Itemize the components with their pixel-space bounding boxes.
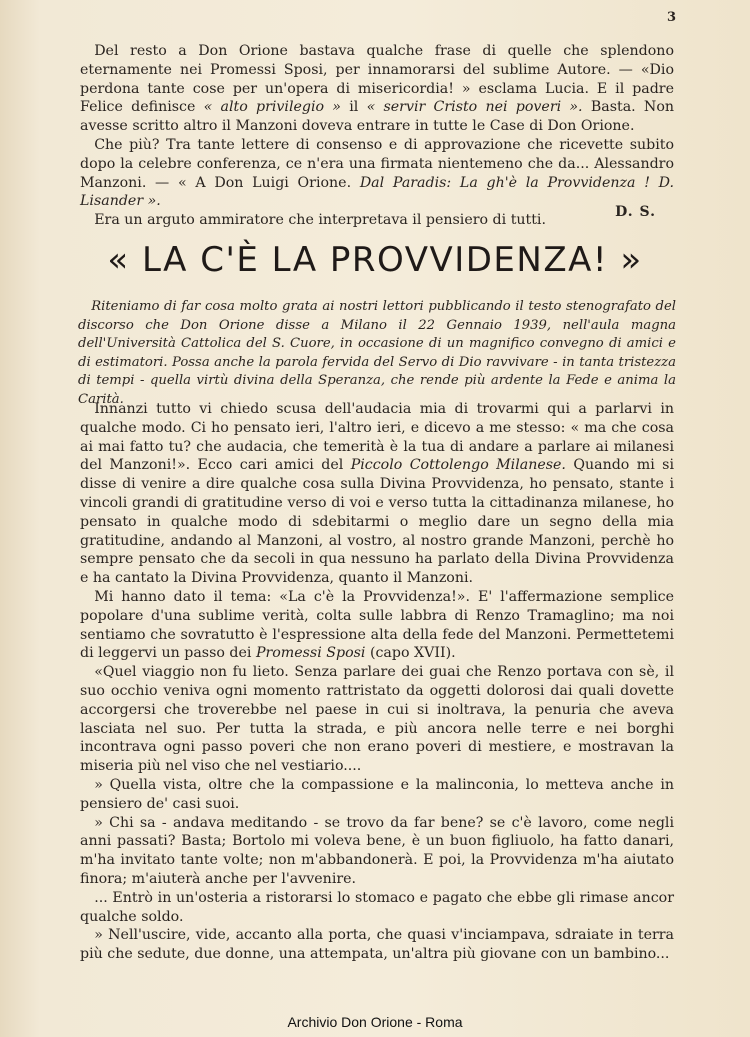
body-paragraph-5: » Chi sa - andava meditando - se trovo da far bene? se c'è lavoro, come negli anni passati? Basta; Bortolo mi voleva bene, è un buon figliuolo, ha fatto danari, m'ha invitato tante volte; non m'abbandonerà. E poi, la Provvidenza m'ha aiutato finora; m'aiuterà anche per l'avvenire.	[80, 814, 674, 887]
intro-paragraph-3: Era un arguto ammiratore che interpretava il pensiero di tutti.	[94, 212, 546, 229]
promessi-sposi-ref: Promessi Sposi	[255, 645, 366, 662]
lead-text: Riteniamo di far cosa molto grata ai nostri lettori pubblicando il testo stenografato del discorso che Don Orione disse a Milano il 22 Gennaio 1939, nell'aula magna dell'Università Cattolica del S. Cuore, in occasione di un magnifico convegno di amici e di estimatori. Possa anche la parola fervida del Servo di Dio ravvivare - in tanta tristezza di tempi - quella virtù divina della Speranza, che rende più ardente la Fede e anima la Carità.	[78, 299, 676, 407]
page-number: 3	[666, 10, 676, 25]
body-paragraph-3: «Quel viaggio non fu lieto. Senza parlare dei guai che Renzo portava con sè, il suo occhio veniva ogni momento rattristato da oggetti dolorosi dai quali dovette accorgersi che troverebbe nel paese in cui si inoltrava, la penuria che aveva lasciata nel suo. Per tutta la strada, e più ancora nelle terre e nei borghi incontrava ogni passo poveri che non erano poveri di mestiere, e mostravan la miseria più nel viso che nel vestiario....	[80, 664, 674, 775]
body-paragraph-7: » Nell'uscire, vide, accanto alla porta, che quasi v'inciampava, sdraiate in terra più che sedute, due donne, una attempata, un'altra più giovane con un bambino...	[80, 927, 674, 963]
lead-paragraph	[78, 298, 676, 410]
archive-footer: Archivio Don Orione - Roma	[287, 1014, 463, 1030]
body-paragraph-6: ... Entrò in un'osteria a ristorarsi lo stomaco e pagato che ebbe gli rimase ancor qualche soldo.	[80, 889, 674, 925]
intro-section	[80, 42, 674, 230]
body-paragraph-2: Mi hanno dato il tema: «La c'è la Provvidenza!». E' l'affermazione semplice popolare d'una sublime verità, colta sulle labbra di Renzo Tramaglino; ma noi sentiamo che sovratutto è l'espressione alta della fede del Manzoni. Permettetemi di leggervi un passo dei Promessi Sposi (capo XVII).	[80, 588, 674, 662]
body-paragraph-1: Innanzi tutto vi chiedo scusa dell'audacia mia di trovarmi qui a parlarvi in qualche modo. Ci ho pensato ieri, l'altro ieri, e dicevo a me stesso: « ma che cosa ai mai fatto tu? che audacia, che temerità è la tua di andare a parlare ai milanesi del Manzoni!». Ecco cari amici del Piccolo Cottolengo Milanese. Quando mi si disse di venire a dire qualche cosa sulla Divina Provvidenza, ho pensato, stante i vincoli grandi di gratitudine verso di voi e verso tutta la cittadinanza milanese, ho pensato in qualche modo di sdebitarmi o meglio dare un segno della mia gratitudine, andando al Manzoni, al vostro, al nostro grande Manzoni, perchè ho sempre pensato che da secoli in qua nessuno ha parlato della Divina Provvidenza e ha cantato la Divina Provvidenza, quanto il Manzoni.	[80, 401, 674, 587]
signature: D. S.	[615, 204, 656, 220]
quote-lisander: Dal Paradis: La gh'è la Provvidenza ! D. Lisander ».	[80, 174, 674, 210]
intro-paragraph-2: Che più? Tra tante lettere di consenso e di approvazione che ricevette subito dopo la celebre conferenza, ce n'era una firmata nientemeno che da... Alessandro Manzoni. — « A Don Luigi Orione. Dal Paradis: La gh'è la Provvidenza ! D. Lisander ».	[80, 136, 674, 210]
body-paragraph-4: » Quella vista, oltre che la compassione e la malinconia, lo metteva anche in pensiero de' casi suoi.	[80, 776, 674, 812]
piccolo-cottolengo: Piccolo Cottolengo Milanese.	[350, 457, 566, 474]
intro-paragraph-1: Del resto a Don Orione bastava qualche frase di quelle che splendono eternamente nei Promessi Sposi, per innamorarsi del sublime Autore. — «Dio perdona tante cose per un'opera di misericordia! » esclama Lucia. E il padre Felice definisce « alto privilegio » il « servir Cristo nei poveri ». Basta. Non avesse scritto altro il Manzoni doveva entrare in tutte le Case di Don Orione.	[80, 43, 674, 135]
article-body	[80, 400, 674, 964]
quote-servir-cristo: « servir Cristo nei poveri ».	[366, 99, 583, 116]
quote-alto-privilegio: « alto privilegio »	[203, 99, 341, 116]
article-title: « LA C'È LA PROVVIDENZA! »	[107, 240, 643, 280]
